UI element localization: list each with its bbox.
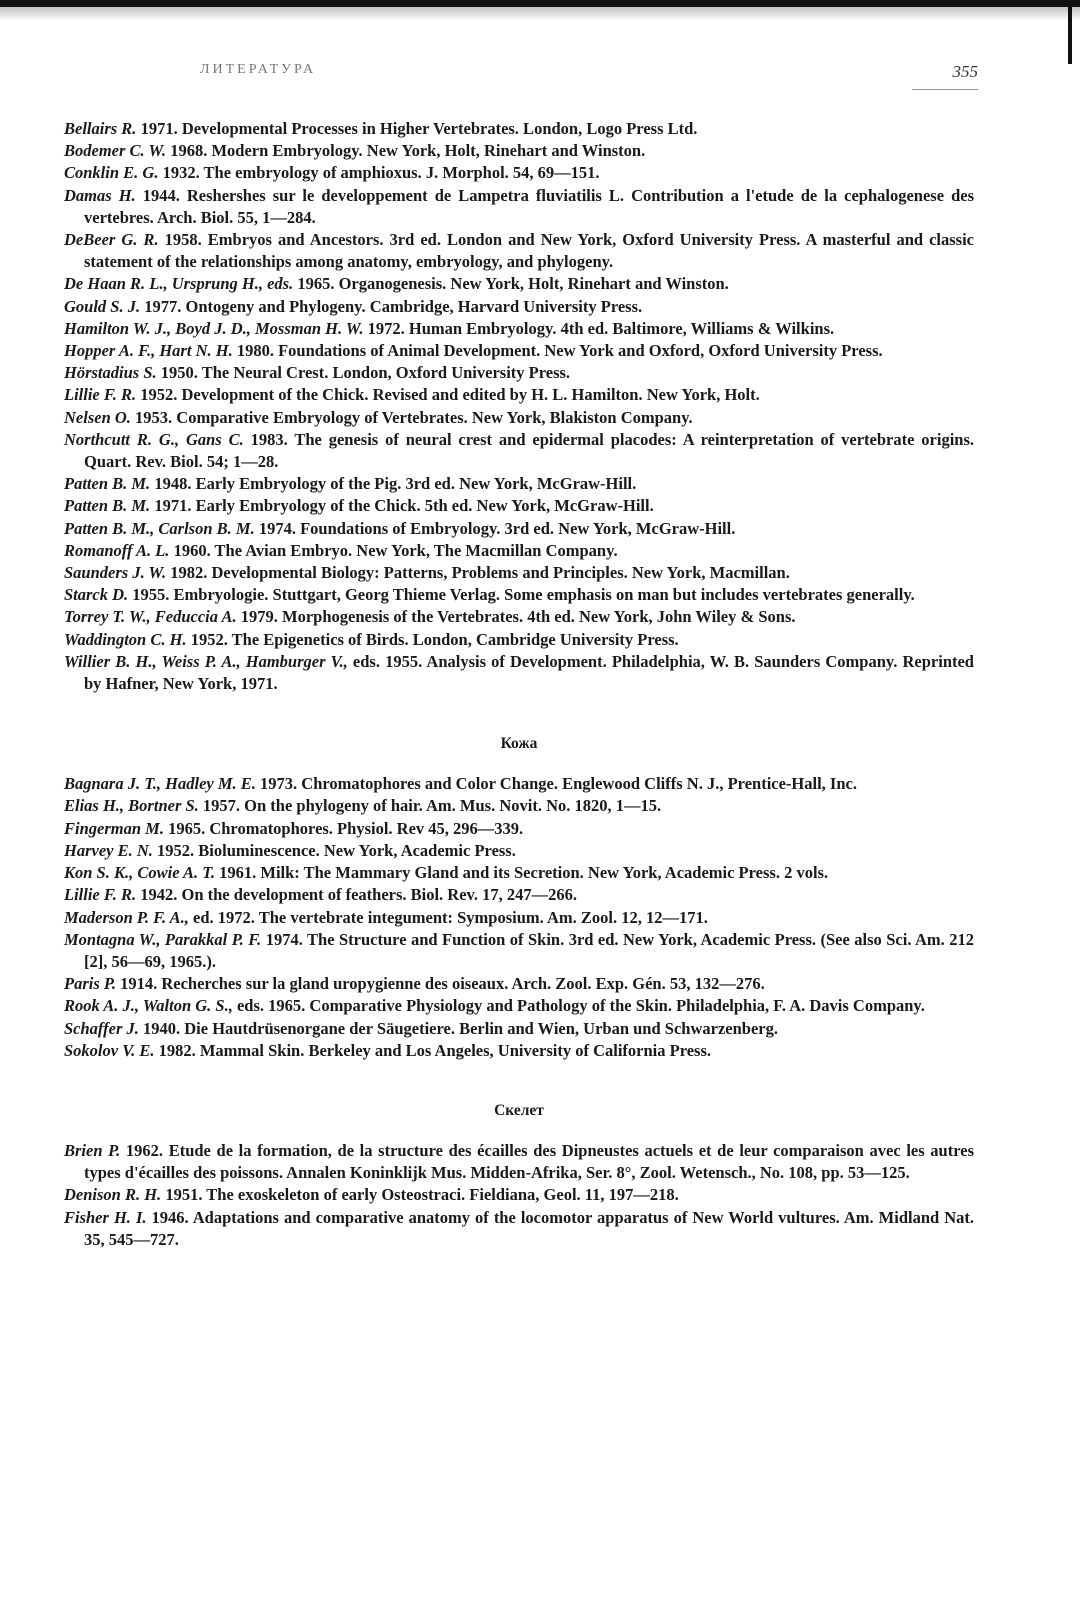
reference-author: Gould S. J.	[64, 296, 141, 316]
reference-text: 1951. The exoskeleton of early Osteostraci. Fieldiana, Geol. 11, 197—218.	[161, 1185, 679, 1205]
reference-entry	[64, 995, 974, 1017]
reference-entry	[64, 140, 974, 162]
reference-text: eds. 1955. Analysis of Development. Philadelphia, W. B. Saunders Company. Reprinted by Hafner, New York, 1971.	[84, 651, 974, 694]
reference-author: Fisher H. I.	[64, 1207, 147, 1227]
reference-text: 1942. On the development of feathers. Biol. Rev. 17, 247—266.	[136, 885, 578, 905]
reference-entry	[64, 296, 974, 318]
reference-text: 1960. The Avian Embryo. New York, The Macmillan Company.	[169, 540, 618, 560]
reference-entry	[64, 606, 974, 628]
reference-section	[64, 1102, 974, 1251]
reference-text: 1972. Human Embryology. 4th ed. Baltimore, Williams & Wilkins.	[363, 318, 835, 338]
reference-text: 1982. Mammal Skin. Berkeley and Los Angeles, University of California Press.	[154, 1040, 712, 1060]
reference-text: 1955. Embryologie. Stuttgart, Georg Thieme Verlag. Some emphasis on man but includes vertebrates generally.	[128, 585, 915, 605]
reference-text: 1953. Comparative Embryology of Vertebrates. New York, Blakiston Company.	[130, 407, 693, 427]
reference-entry	[64, 929, 974, 973]
reference-author: Hamilton W. J., Boyd J. D., Mossman H. W.	[64, 318, 364, 338]
reference-text: 1940. Die Hautdrüsenorgane der Säugetiere. Berlin and Wien, Urban und Schwarzenberg.	[138, 1018, 778, 1038]
reference-entry	[64, 318, 974, 340]
reference-author: Bodemer C. W.	[64, 141, 167, 161]
reference-entry	[64, 1018, 974, 1040]
reference-text: 1968. Modern Embryology. New York, Holt, Rinehart and Winston.	[166, 141, 646, 161]
reference-author: Waddington C. H.	[64, 629, 187, 649]
reference-author: Denison R. H.	[64, 1185, 162, 1205]
reference-text: 1973. Chromatophores and Color Change. Englewood Cliffs N. J., Prentice-Hall, Inc.	[255, 774, 857, 794]
reference-author: Brien P.	[64, 1140, 121, 1160]
reference-author: Fingerman M.	[64, 818, 164, 838]
reference-text: 1944. Reshershes sur le developpement de Lampetra fluviatilis L. Contribution a l'etude de la cephalogenese des vertebres. Arch. Biol. 55, 1—284.	[84, 185, 974, 227]
reference-author: Schaffer J.	[64, 1018, 139, 1038]
reference-text: 1946. Adaptations and comparative anatomy of the locomotor apparatus of New World vultures. Am. Midland Nat. 35, 545—727.	[84, 1207, 975, 1249]
reference-text: 1977. Ontogeny and Phylogeny. Cambridge, Harvard University Press.	[140, 296, 643, 316]
reference-entry	[64, 884, 974, 906]
scan-right-border	[1068, 6, 1072, 64]
reference-entry	[64, 518, 974, 540]
reference-text: 1983. The genesis of neural crest and epidermal placodes: A reinterpretation of vertebrate origins. Quart. Rev. Biol. 54; 1—28.	[84, 429, 974, 472]
reference-entry	[64, 1040, 974, 1062]
reference-author: Rook A. J., Walton G. S.,	[64, 996, 233, 1016]
reference-entry	[64, 1140, 974, 1184]
reference-author: Patten B. M.	[64, 474, 151, 494]
reference-entry	[64, 651, 974, 695]
reference-entry	[64, 629, 974, 651]
reference-text: 1952. The Epigenetics of Birds. London, Cambridge University Press.	[186, 629, 679, 649]
reference-author: Conklin E. G.	[64, 163, 159, 183]
reference-author: Starck D.	[64, 585, 129, 605]
reference-entry	[64, 185, 974, 229]
reference-entry	[64, 340, 974, 362]
reference-entry	[64, 862, 974, 884]
reference-entry	[64, 773, 974, 795]
reference-entry	[64, 384, 974, 406]
reference-entry	[64, 429, 974, 473]
section-heading: Скелет	[494, 1101, 544, 1119]
reference-author: Romanoff A. L.	[64, 540, 170, 560]
reference-text: 1957. On the phylogeny of hair. Am. Mus. Novit. No. 1820, 1—15.	[198, 796, 662, 816]
reference-entry	[64, 273, 974, 295]
reference-author: Hörstadius S.	[64, 363, 157, 383]
reference-text: eds. 1965. Comparative Physiology and Pathology of the Skin. Philadelphia, F. A. Davis Company.	[232, 996, 925, 1016]
reference-text: 1950. The Neural Crest. London, Oxford University Press.	[156, 363, 571, 383]
reference-text: 1965. Chromatophores. Physiol. Rev 45, 296—339.	[163, 818, 524, 838]
scan-top-border	[0, 0, 1080, 7]
reference-entry	[64, 795, 974, 817]
reference-author: Nelsen O.	[64, 407, 131, 427]
reference-text: 1958. Embryos and Ancestors. 3rd ed. London and New York, Oxford University Press. A masterful and classic statement of the relationships among anatomy, embryology, and phylogeny.	[84, 230, 975, 272]
section-heading: Кожа	[500, 735, 538, 753]
reference-author: Patten B. M., Carlson B. M.	[64, 518, 255, 538]
reference-author: Saunders J. W.	[64, 563, 167, 583]
reference-author: DeBeer G. R.	[64, 230, 159, 250]
reference-text: 1932. The embryology of amphioxus. J. Morphol. 54, 69—151.	[158, 163, 600, 183]
reference-entry	[64, 540, 974, 562]
reference-entry	[64, 562, 974, 584]
reference-author: Lillie F. R.	[64, 385, 137, 405]
reference-text: 1971. Early Embryology of the Chick. 5th ed. New York, McGraw-Hill.	[150, 496, 654, 516]
reference-entry	[64, 229, 974, 273]
reference-author: Elias H., Bortner S.	[64, 796, 199, 816]
reference-text: ed. 1972. The vertebrate integument: Symposium. Am. Zool. 12, 12—171.	[188, 907, 708, 927]
reference-entry	[64, 973, 974, 995]
reference-section	[64, 735, 974, 1062]
reference-text: 1980. Foundations of Animal Development. New York and Oxford, Oxford University Press.	[232, 341, 883, 361]
running-head: ЛИТЕРАТУРА	[200, 62, 317, 77]
reference-section	[64, 118, 974, 695]
page-number: 355	[952, 62, 978, 81]
reference-entry	[64, 818, 974, 840]
reference-text: 1948. Early Embryology of the Pig. 3rd ed. New York, McGraw-Hill.	[150, 474, 637, 494]
reference-text: 1974. Foundations of Embryology. 3rd ed. New York, McGraw-Hill.	[254, 518, 736, 538]
reference-author: Willier B. H., Weiss P. A., Hamburger V.,	[64, 651, 348, 671]
reference-entry	[64, 362, 974, 384]
reference-author: Patten B. M.	[64, 496, 151, 516]
reference-text: 1914. Recherches sur la gland uropygienne des oiseaux. Arch. Zool. Exp. Gén. 53, 132—276.	[115, 974, 765, 994]
reference-list	[64, 118, 974, 1251]
reference-author: De Haan R. L., Ursprung H., eds.	[64, 274, 294, 294]
reference-text: 1982. Developmental Biology: Patterns, Problems and Principles. New York, Macmillan.	[166, 563, 790, 583]
reference-entry	[64, 840, 974, 862]
reference-author: Bagnara J. T., Hadley M. E.	[64, 774, 256, 794]
reference-author: Northcutt R. G., Gans C.	[64, 429, 244, 449]
reference-author: Maderson P. F. A.,	[64, 907, 189, 927]
reference-text: 1979. Morphogenesis of the Vertebrates. 4th ed. New York, John Wiley & Sons.	[236, 607, 796, 627]
reference-entry	[64, 584, 974, 606]
reference-author: Bellairs R.	[64, 119, 137, 138]
reference-author: Hopper A. F., Hart N. H.	[64, 341, 233, 361]
reference-text: 1965. Organogenesis. New York, Holt, Rinehart and Winston.	[293, 274, 729, 294]
reference-entry	[64, 162, 974, 184]
reference-author: Torrey T. W., Feduccia A.	[64, 607, 237, 627]
reference-author: Harvey E. N.	[64, 840, 153, 860]
page-number-rule	[912, 89, 978, 90]
reference-author: Lillie F. R.	[64, 885, 137, 905]
reference-text: 1952. Development of the Chick. Revised and edited by H. L. Hamilton. New York, Holt.	[136, 385, 760, 405]
reference-entry	[64, 1207, 974, 1251]
reference-entry	[64, 118, 974, 140]
reference-text: 1961. Milk: The Mammary Gland and its Secretion. New York, Academic Press. 2 vols.	[215, 863, 829, 883]
reference-entry	[64, 407, 974, 429]
reference-text: 1971. Developmental Processes in Higher Vertebrates. London, Logo Press Ltd.	[136, 119, 698, 138]
reference-text: 1962. Etude de la formation, de la structure des écailles des Dipneustes actuels et de leur comparaison avec les autres types d'écailles des poissons. Annalen Koninklijk Mus. Midden-Afrika, Ser. 8°, Zool. Wetensch., No. 108, pp. 53—125.	[84, 1140, 974, 1183]
reference-author: Sokolov V. E.	[64, 1040, 155, 1060]
reference-author: Kon S. K., Cowie A. T.	[64, 863, 215, 883]
reference-entry	[64, 907, 974, 929]
reference-text: 1974. The Structure and Function of Skin. 3rd ed. New York, Academic Press. (See also Sci. Am. 212 [2], 56—69, 1965.).	[84, 929, 974, 971]
reference-entry	[64, 495, 974, 517]
reference-author: Damas H.	[64, 185, 136, 205]
reference-author: Montagna W., Parakkal P. F.	[64, 929, 262, 949]
scan-top-shadow	[0, 7, 1080, 21]
reference-text: 1952. Bioluminescence. New York, Academic Press.	[152, 840, 516, 860]
reference-entry	[64, 473, 974, 495]
reference-entry	[64, 1184, 974, 1206]
reference-author: Paris P.	[64, 974, 116, 994]
